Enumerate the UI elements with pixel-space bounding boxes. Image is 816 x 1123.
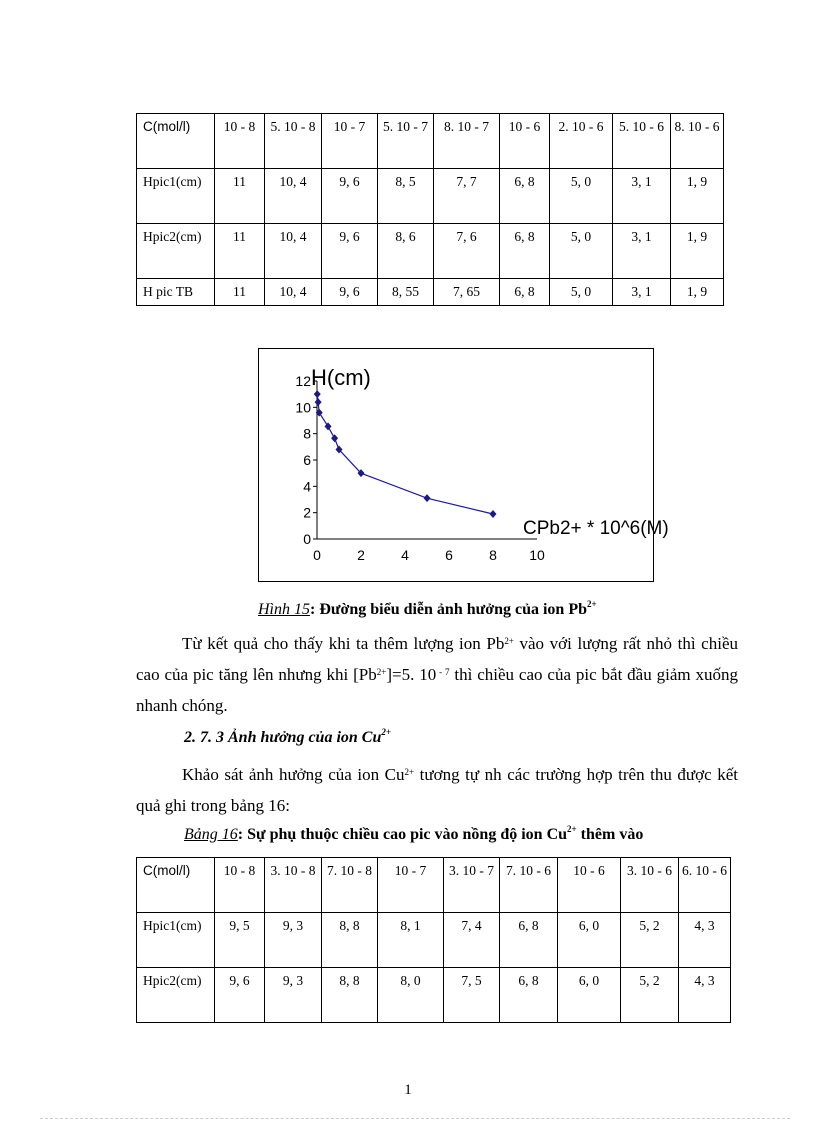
text-sup: 2+: [504, 636, 514, 646]
x-tick-label: 10: [529, 547, 545, 563]
header-cell: 6. 10 - 6: [679, 858, 731, 913]
x-axis-label: CPb2+ * 10^6(M): [523, 518, 669, 539]
table-row: [137, 224, 724, 279]
table-cell: 7, 4: [444, 913, 500, 968]
y-tick-label: 12: [295, 373, 311, 389]
header-cell: 2. 10 - 6: [550, 114, 613, 169]
table-row: [137, 968, 731, 1023]
data-point: [314, 390, 321, 398]
header-cell: 10 - 8: [215, 858, 265, 913]
series-line: [317, 394, 493, 514]
header-cell: 3. 10 - 6: [621, 858, 679, 913]
paragraph-cu: [136, 759, 738, 821]
text-sup: 2+: [376, 667, 387, 677]
page-number: 1: [404, 1082, 412, 1098]
x-tick-label: 2: [357, 547, 365, 563]
table-cell: 8, 55: [378, 279, 434, 306]
text-sup: 2+: [404, 767, 415, 777]
table-title: : Sự phụ thuộc chiều cao pic vào nồng độ ion Cu: [237, 826, 568, 843]
figure-15-chart: [258, 348, 669, 582]
table-cell: 11: [215, 224, 265, 279]
y-tick-label: 10: [295, 399, 311, 416]
table-cell: 9, 6: [215, 968, 265, 1023]
x-tick-label: 0: [313, 547, 321, 563]
text-run: ]=5. 10: [386, 665, 437, 684]
table-cell: 4, 3: [679, 913, 731, 968]
data-point: [331, 434, 338, 442]
header-cell: 7. 10 - 6: [500, 858, 558, 913]
table-header-row: [137, 114, 724, 169]
table-cell: 8, 0: [378, 968, 444, 1023]
table-16-caption: [184, 826, 643, 844]
table-cell: 1, 9: [671, 169, 724, 224]
table-label: Bảng 16: [184, 826, 238, 843]
text-sup: - 7: [436, 667, 450, 677]
text-run: Từ kết quả cho thấy khi ta thêm lượng ion Pb: [182, 634, 505, 653]
y-tick-label: 4: [303, 478, 311, 495]
table-cell: 5, 0: [550, 224, 613, 279]
data-point: [315, 398, 322, 406]
table-cell: 9, 6: [322, 224, 378, 279]
table-cell: 9, 6: [322, 169, 378, 224]
table-cell: 6, 8: [500, 913, 558, 968]
header-cell: 3. 10 - 7: [444, 858, 500, 913]
section-heading: [184, 729, 391, 747]
row-label: H pic TB: [137, 279, 215, 306]
table-cell: 11: [215, 169, 265, 224]
text-run: tương tự nh các trường hợp trên thu được kết quả ghi trong bảng 16:: [136, 765, 739, 815]
header-cell: 8. 10 - 7: [434, 114, 500, 169]
table-15: [136, 113, 724, 306]
text-run: Khảo sát ảnh hưởng của ion Cu: [182, 765, 405, 784]
table-cell: 3, 1: [613, 279, 671, 306]
figure-title: : Đường biểu diễn ảnh hưởng của ion Pb: [310, 601, 587, 618]
table-cell: 6, 8: [500, 279, 550, 306]
chart-svg: [259, 349, 669, 581]
heading-sup: 2+: [381, 727, 391, 737]
table-cell: 8, 8: [322, 968, 378, 1023]
table-cell: 3, 1: [613, 169, 671, 224]
header-cell: 10 - 6: [558, 858, 621, 913]
header-cell: 3. 10 - 8: [265, 858, 322, 913]
x-tick-label: 4: [401, 547, 409, 563]
heading-text: 2. 7. 3 Ảnh hưởng của ion Cu: [184, 729, 382, 746]
table-cell: 6, 0: [558, 968, 621, 1023]
text-run: thì chiều cao của pic bắt đầu giảm xuống nhanh chóng.: [136, 665, 738, 715]
header-cell: 5. 10 - 6: [613, 114, 671, 169]
data-point: [424, 494, 431, 502]
table-cell: 8, 6: [378, 224, 434, 279]
table-cell: 10, 4: [265, 224, 322, 279]
table-cell: 7, 65: [434, 279, 500, 306]
table-cell: 8, 5: [378, 169, 434, 224]
row-label: Hpic2(cm): [137, 968, 215, 1023]
y-tick-label: 8: [303, 425, 311, 442]
table-cell: 7, 5: [444, 968, 500, 1023]
figure-label: Hình 15: [258, 601, 310, 618]
header-cell: 7. 10 - 8: [322, 858, 378, 913]
header-cell: C(mol/l): [137, 858, 215, 913]
table-cell: 8, 1: [378, 913, 444, 968]
y-tick-label: 2: [303, 504, 311, 521]
paragraph-result: [136, 628, 738, 721]
x-tick-label: 8: [489, 547, 497, 563]
table-cell: 4, 3: [679, 968, 731, 1023]
table-cell: 6, 8: [500, 968, 558, 1023]
row-label: Hpic2(cm): [137, 224, 215, 279]
header-cell: 10 - 7: [322, 114, 378, 169]
header-cell: 5. 10 - 7: [378, 114, 434, 169]
table-cell: 8, 8: [322, 913, 378, 968]
header-cell: 10 - 6: [500, 114, 550, 169]
table-header-row: [137, 858, 731, 913]
data-point: [490, 510, 497, 518]
table-cell: 9, 6: [322, 279, 378, 306]
figure-caption: [258, 601, 597, 619]
table-cell: 5, 2: [621, 968, 679, 1023]
table-cell: 11: [215, 279, 265, 306]
table-cell: 9, 5: [215, 913, 265, 968]
table-16: [136, 857, 731, 1023]
header-cell: 10 - 8: [215, 114, 265, 169]
header-cell: 10 - 7: [378, 858, 444, 913]
row-label: Hpic1(cm): [137, 169, 215, 224]
table-cell: 1, 9: [671, 224, 724, 279]
y-axis-label: H(cm): [311, 365, 371, 390]
table-title-sup: 2+: [567, 824, 577, 834]
table-cell: 5, 0: [550, 279, 613, 306]
table-cell: 6, 8: [500, 169, 550, 224]
table-cell: 1, 9: [671, 279, 724, 306]
table-cell: 7, 7: [434, 169, 500, 224]
table-cell: 5, 0: [550, 169, 613, 224]
y-tick-label: 0: [303, 531, 311, 547]
header-cell: C(mol/l): [137, 114, 215, 169]
row-label: Hpic1(cm): [137, 913, 215, 968]
table-row: [137, 913, 731, 968]
x-tick-label: 6: [445, 547, 453, 563]
table-cell: 9, 3: [265, 968, 322, 1023]
page-footer-divider: [40, 1118, 790, 1119]
table-title-tail: thêm vào: [576, 826, 644, 843]
header-cell: 8. 10 - 6: [671, 114, 724, 169]
table-cell: 7, 6: [434, 224, 500, 279]
table-cell: 6, 8: [500, 224, 550, 279]
table-cell: 10, 4: [265, 279, 322, 306]
table-cell: 10, 4: [265, 169, 322, 224]
table-cell: 6, 0: [558, 913, 621, 968]
table-cell: 5, 2: [621, 913, 679, 968]
table-cell: 3, 1: [613, 224, 671, 279]
y-tick-label: 6: [303, 452, 311, 468]
header-cell: 5. 10 - 8: [265, 114, 322, 169]
table-row: [137, 169, 724, 224]
table-row: [137, 279, 724, 306]
text-run: vào với lượng rất nhỏ thì chiều cao của pic tăng lên nhưng khi [Pb: [136, 634, 738, 684]
table-cell: 9, 3: [265, 913, 322, 968]
figure-sup: 2+: [587, 599, 597, 609]
